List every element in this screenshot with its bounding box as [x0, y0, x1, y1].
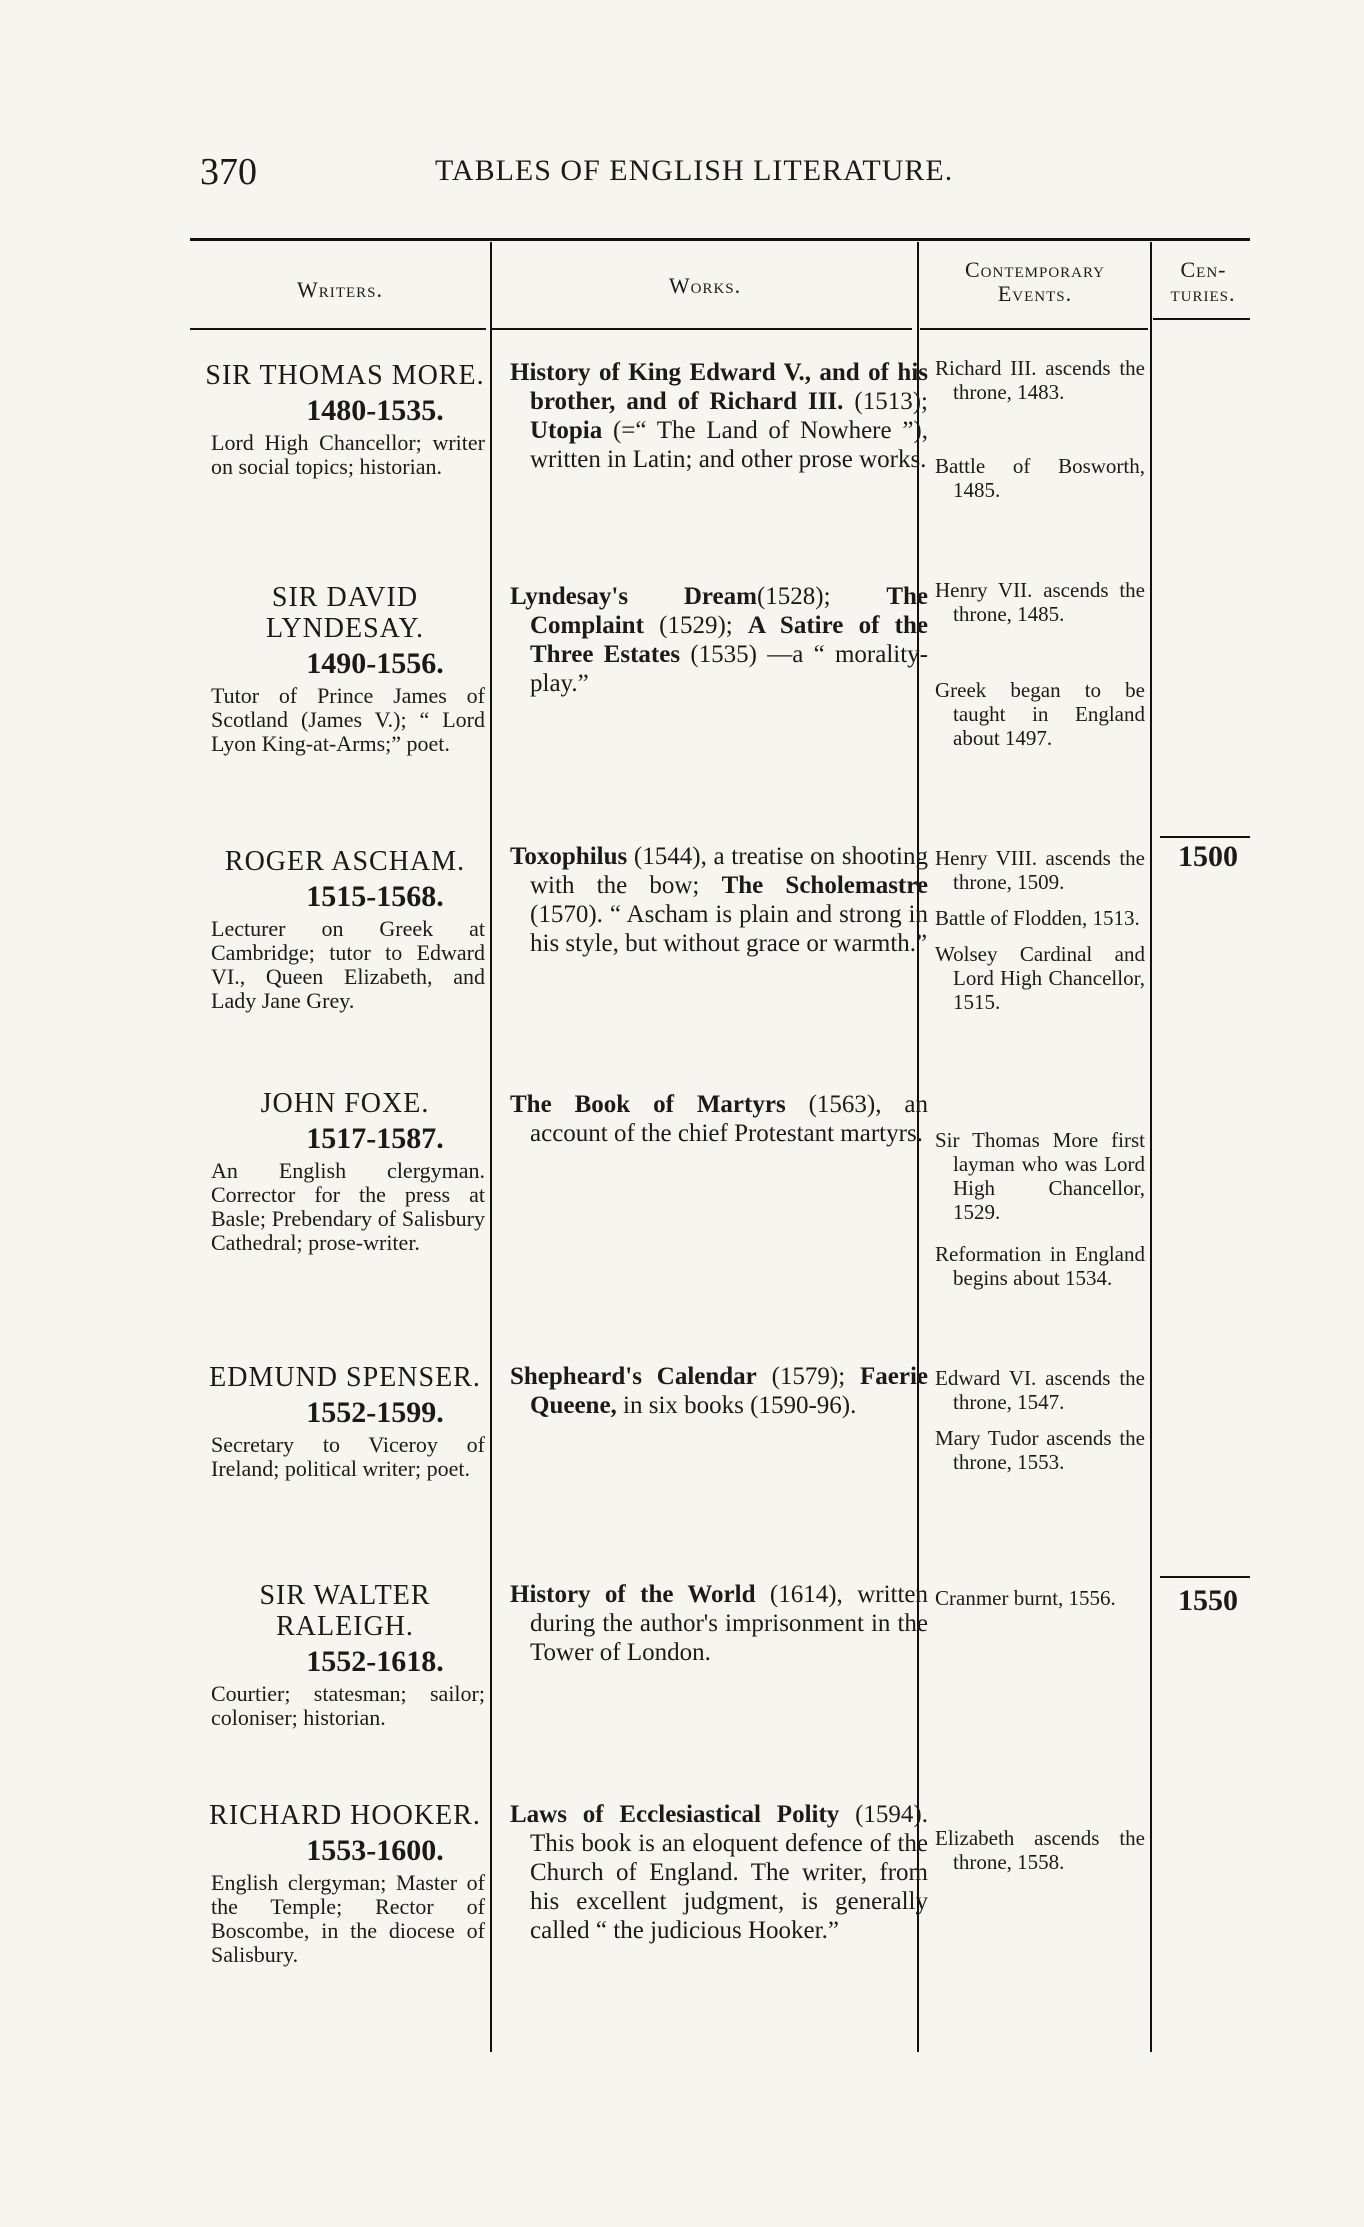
work-text: (1528);	[756, 583, 887, 610]
work-entry	[510, 582, 928, 698]
column-header-centuries: Centuries.	[1170, 257, 1236, 306]
writer-dates: 1552-1599.	[306, 1396, 444, 1429]
century-rule	[1160, 1576, 1250, 1578]
page-header	[0, 150, 1364, 200]
work-title: History of King Edward V., and of his brother, and of Richard III.	[510, 359, 928, 415]
work-title: Laws of Ecclesiastical Polity	[510, 1801, 840, 1828]
writer-entry	[205, 846, 485, 1013]
work-text: (1579);	[756, 1363, 860, 1390]
writer-entry	[205, 1800, 485, 1967]
work-entry	[510, 1800, 928, 1945]
writer-entry	[205, 1580, 485, 1730]
event-item: Edward VI. ascends the throne, 1547.	[935, 1366, 1145, 1414]
events-entry	[935, 356, 1145, 514]
header-bottom-rule	[492, 328, 912, 330]
work-title: History of the World	[510, 1581, 756, 1608]
writer-dates: 1552-1618.	[306, 1645, 444, 1678]
work-title: The Scholemastre	[721, 872, 928, 899]
writer-description: An English clergyman. Corrector for the press at Basle; Prebendary of Salisbury Cathedral; prose-writer.	[211, 1158, 485, 1255]
work-entry	[510, 1580, 928, 1667]
event-item: Wolsey Cardinal and Lord High Chancellor, 1515.	[935, 942, 1145, 1014]
events-entry	[935, 1826, 1145, 1886]
century-marker: 1550	[1178, 1584, 1238, 1617]
work-title: A Satire of the Three Estates	[530, 612, 928, 668]
work-text: (1513);	[843, 388, 928, 415]
century-marker: 1500	[1178, 840, 1238, 873]
running-title: TABLES OF ENGLISH LITERATURE.	[435, 154, 954, 187]
work-entry	[510, 842, 928, 958]
header-bottom-rule	[1153, 318, 1250, 320]
work-title: The Complaint	[530, 583, 928, 639]
work-entry	[510, 1090, 928, 1148]
work-title: Utopia	[530, 417, 603, 444]
work-title: The Book of Martyrs	[510, 1091, 786, 1118]
event-item: Greek began to be taught in England about 1497.	[935, 678, 1145, 750]
writer-name: RICHARD HOOKER.	[209, 1800, 481, 1831]
event-item: Battle of Bosworth, 1485.	[935, 454, 1145, 502]
event-item: Cranmer burnt, 1556.	[935, 1586, 1116, 1610]
event-item: Henry VII. ascends the throne, 1485.	[935, 578, 1145, 626]
event-item: Mary Tudor ascends the throne, 1553.	[935, 1426, 1145, 1474]
writer-name: EDMUND SPENSER.	[209, 1362, 481, 1393]
writer-description: Secretary to Viceroy of Ireland; political writer; poet.	[211, 1432, 485, 1481]
events-entry	[935, 846, 1145, 1026]
work-text: (1529);	[643, 612, 748, 639]
column-divider	[490, 242, 492, 2052]
writer-dates: 1515-1568.	[306, 880, 444, 913]
column-header-writers: Writers.	[297, 277, 383, 302]
event-item: Reformation in England begins about 1534.	[935, 1242, 1145, 1290]
event-item: Henry VIII. ascends the throne, 1509.	[935, 846, 1145, 894]
writer-description: Lord High Chancellor; writer on social topics; historian.	[211, 430, 485, 479]
event-item: Richard III. ascends the throne, 1483.	[935, 356, 1145, 404]
work-title: Lyndesay's Dream	[510, 583, 757, 610]
events-entry	[935, 1366, 1145, 1486]
page-number: 370	[200, 151, 257, 193]
work-text: (1563), an account of the chief Protestant martyrs.	[530, 1091, 928, 1147]
column-divider	[1150, 242, 1152, 2052]
events-entry	[935, 1128, 1145, 1302]
writer-dates: 1490-1556.	[306, 647, 444, 680]
writer-description: English clergyman; Master of the Temple; Rector of Boscombe, in the diocese of Salisbury.	[211, 1870, 485, 1967]
writer-description: Tutor of Prince James of Scotland (James V.); “ Lord Lyon King-at-Arms;” poet.	[211, 683, 485, 756]
work-text: in six books (1590-96).	[616, 1392, 857, 1419]
writer-entry	[205, 360, 485, 479]
writer-description: Courtier; statesman; sailor; coloniser; historian.	[211, 1681, 485, 1730]
work-entry	[510, 358, 928, 474]
writer-name: ROGER ASCHAM.	[224, 846, 466, 877]
writer-entry	[205, 582, 485, 756]
work-text: (1570). “ Ascham is plain and strong in his style, but without grace or warmth.”	[530, 901, 928, 957]
header-bottom-rule	[190, 328, 486, 330]
writer-description: Lecturer on Greek at Cambridge; tutor to Edward VI., Queen Elizabeth, and Lady Jane Grey.	[211, 916, 485, 1013]
writer-name: SIR DAVID LYNDESAY.	[266, 582, 424, 644]
writer-dates: 1553-1600.	[306, 1834, 444, 1867]
event-item: Battle of Flodden, 1513.	[935, 906, 1140, 930]
column-header-works: Works.	[668, 273, 742, 298]
writer-name: JOHN FOXE.	[260, 1088, 430, 1119]
event-item: Elizabeth ascends the throne, 1558.	[935, 1826, 1145, 1874]
work-text: (=“ The Land of Nowhere ”), written in Latin; and other prose works.	[530, 417, 928, 473]
work-text: (1594). This book is an eloquent defence of the Church of England. The writer, from his excellent judgment, is generally called “ the judicious Hooker.”	[530, 1801, 928, 1944]
writer-name: SIR WALTER RALEIGH.	[259, 1580, 431, 1642]
work-title: Toxophilus	[510, 843, 628, 870]
work-title: Faerie Queene,	[530, 1363, 928, 1419]
events-entry	[935, 1586, 1145, 1622]
writer-entry	[205, 1088, 485, 1255]
work-text: (1544), a treatise on shooting with the bow;	[530, 843, 928, 899]
writer-dates: 1517-1587.	[306, 1122, 444, 1155]
work-entry	[510, 1362, 928, 1420]
writer-dates: 1480-1535.	[306, 394, 444, 427]
writer-name: SIR THOMAS MORE.	[205, 360, 485, 391]
events-entry	[935, 578, 1145, 762]
writer-entry	[205, 1362, 485, 1481]
table-top-rule	[190, 238, 1250, 241]
century-rule	[1160, 836, 1250, 838]
event-item: Sir Thomas More first layman who was Lord High Chancellor, 1529.	[935, 1128, 1145, 1224]
column-header-events: Contemporary Events.	[964, 257, 1106, 306]
work-title: Shepheard's Calendar	[510, 1363, 757, 1390]
work-text: (1535) —a “ morality-play.”	[530, 641, 928, 697]
header-bottom-rule	[920, 328, 1148, 330]
work-text: (1614), written during the author's imprisonment in the Tower of London.	[530, 1581, 929, 1666]
